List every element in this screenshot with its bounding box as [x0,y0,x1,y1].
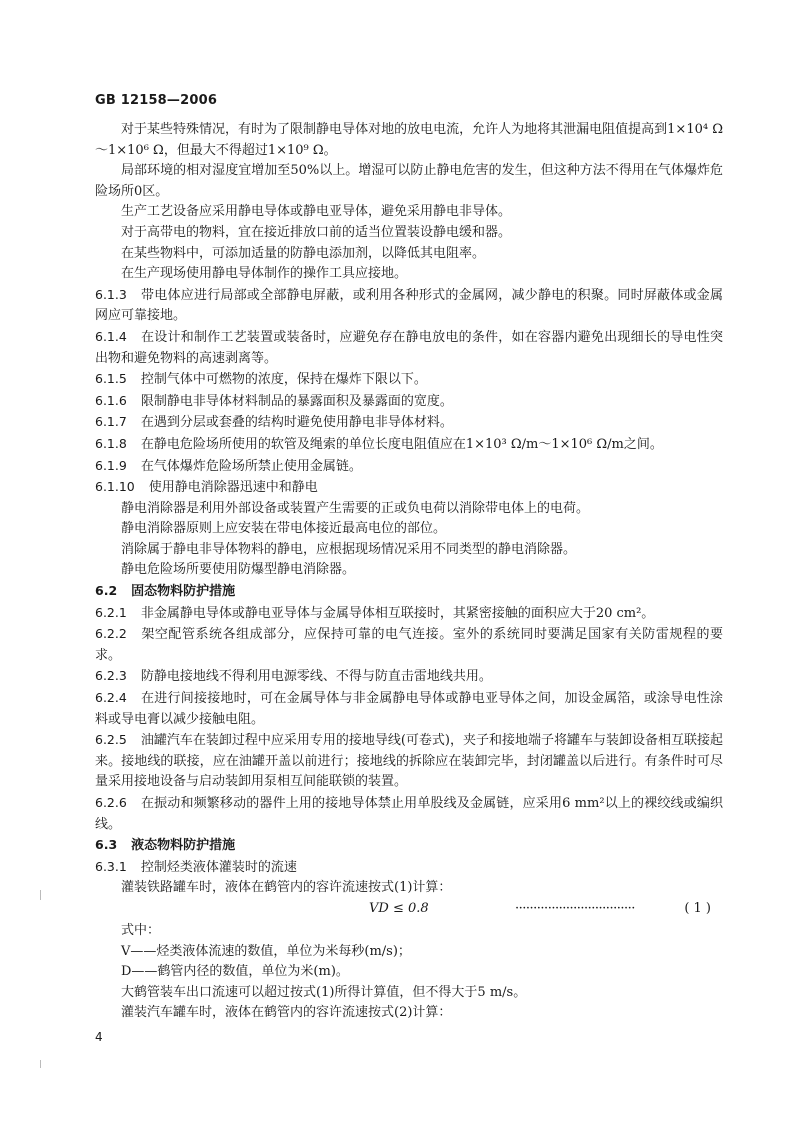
scan-edge-mark [40,890,41,900]
clause [95,666,723,688]
clause-number: 6.2.1 [95,604,127,620]
clause-text: 在静电危险场所使用的软管及绳索的单位长度电阻值应在1×10³ Ω/m～1×10⁶ Ω/m之间。 [140,436,663,452]
section-title: 液态物料防护措施 [131,838,236,854]
scan-edge-mark [40,1060,41,1068]
document-body [95,120,723,1024]
paragraph: 灌装汽车罐车时，液体在鹤管内的容许流速按式(2)计算： [121,1005,452,1021]
clause-text: 非金属静电导体或静电亚导体与金属导体相互联接时，其紧密接触的面积应大于20 cm²。 [140,605,655,621]
clause-number: 6.3.1 [95,858,127,874]
clause [95,412,723,434]
clause-number: 6.1.4 [95,328,127,344]
clause [95,624,723,666]
clause [95,793,723,835]
clause [95,327,723,369]
clause-text: 在振动和频繁移动的器件上用的接地导体禁止用单股线及金属链，应采用6 mm²以上的裸绞线或编织线。 [95,796,723,832]
clause-text: 在遇到分层或套叠的结构时避免使用静电非导体材料。 [140,415,453,431]
clause-number: 6.1.3 [95,286,127,302]
paragraph: 在生产现场使用静电导体制作的操作工具应接地。 [121,266,408,282]
clause-number: 6.1.5 [95,371,127,387]
clause-number: 6.2.2 [95,626,127,642]
clause-number: 6.1.8 [95,435,127,451]
clause [95,456,723,478]
paragraph: 对于高带电的物料，宜在接近排放口前的适当位置装设静电缓和器。 [121,224,512,240]
clause-number: 6.3 [95,837,118,853]
clause [95,688,723,730]
paragraph: 静电消除器原则上应安装在带电体接近最高电位的部位。 [121,521,447,537]
clause [95,857,723,879]
formula-line [95,899,723,921]
paragraph: 生产工艺设备应采用静电导体或静电亚导体，避免采用静电非导体。 [121,204,512,220]
clause-text: 架空配管系统各组成部分，应保持可靠的电气连接。室外的系统同时要满足国家有关防雷规程的要求。 [95,627,723,663]
paragraph: D——鹤管内径的数值，单位为米(m)。 [121,964,349,980]
clause-number: 6.2.5 [95,732,127,748]
paragraph: V——烃类液体流速的数值，单位为米每秒(m/s)； [121,943,411,959]
clause [95,434,723,456]
section-title: 固态物料防护措施 [131,584,236,600]
clause-number: 6.1.6 [95,392,127,408]
section-heading [95,835,723,857]
clause-text: 限制静电非导体材料制品的暴露面积及暴露面的宽度。 [140,393,453,409]
clause-text: 防静电接地线不得利用电源零线、不得与防直击雷地线共用。 [140,669,492,685]
clause-number: 6.2.3 [95,668,127,684]
clause-number: 6.2 [95,583,118,599]
paragraph: 在某些物料中，可添加适量的防静电添加剂，以降低其电阻率。 [121,245,486,261]
paragraph: 式中： [121,922,161,938]
clause-text: 控制气体中可燃物的浓度，保持在爆炸下限以下。 [140,372,427,388]
clause-number: 6.1.9 [95,457,127,473]
clause-number: 6.1.10 [95,479,135,495]
clause-text: 带电体应进行局部或全部静电屏蔽，或利用各种形式的金属网，减少静电的积聚。同时屏蔽体或金属网应可靠接地。 [95,287,723,324]
clause-text: 在气体爆炸危险场所禁止使用金属链。 [140,458,362,474]
clause [95,730,723,793]
paragraph: 消除属于静电非导体物料的静电，应根据现场情况采用不同类型的静电消除器。 [121,541,577,557]
clause [95,603,723,625]
equation-number: ( 1 ) [684,900,711,916]
clause [95,285,723,327]
formula-expression: VD ≤ 0.8 [369,900,429,916]
page-number: 4 [95,1030,103,1044]
clause-text: 控制烃类液体灌装时的流速 [140,859,297,875]
clause [95,369,723,391]
clause-text: 在设计和制作工艺装置或装备时，应避免存在静电放电的条件，如在容器内避免出现细长的导电性突出物和避免物料的高速剥离等。 [95,329,723,366]
paragraph: 对于某些特殊情况，有时为了限制静电导体对地的放电电流，允许人为地将其泄漏电阻值提高到1×10⁴ Ω～1×10⁶ Ω，但最大不得超过1×10⁹ Ω。 [95,122,723,158]
leader-dots: ································· [515,900,635,916]
paragraph: 静电危险场所要使用防爆型静电消除器。 [121,562,356,578]
clause-text: 在进行间接接地时，可在金属导体与非金属静电导体或静电亚导体之间，加设金属箔，或涂导电性涂料或导电膏以减少接触电阻。 [95,691,723,727]
clause-number: 6.2.6 [95,795,127,810]
section-heading [95,581,723,603]
paragraph: 大鹤管装车出口流速可以超过按式(1)所得计算值，但不得大于5 m/s。 [121,984,527,1000]
standard-number-header: GB 12158—2006 [95,93,218,108]
clause-number: 6.1.7 [95,414,127,430]
paragraph: 局部环境的相对湿度宜增加至50%以上。增湿可以防止静电危害的发生，但这种方法不得用在气体爆炸危险场所0区。 [95,163,723,199]
clause-text: 油罐汽车在装卸过程中应采用专用的接地导线(可卷式)，夹子和接地端子将罐车与装卸设备相互联接起来。接地线的联接，应在油罐开盖以前进行；接地线的拆除应在装卸完毕，封闭罐盖以后进行。有条件时可尽量采用接地设备与启动装卸用泵相互间能联锁的装置。 [95,733,723,790]
clause [95,391,723,413]
clause-number: 6.2.4 [95,690,127,706]
paragraph: 静电消除器是利用外部设备或装置产生需要的正或负电荷以消除带电体上的电荷。 [121,500,590,516]
paragraph: 灌装铁路罐车时，液体在鹤管内的容许流速按式(1)计算： [121,880,452,896]
clause-text: 使用静电消除器迅速中和静电 [148,480,318,496]
clause [95,477,723,499]
